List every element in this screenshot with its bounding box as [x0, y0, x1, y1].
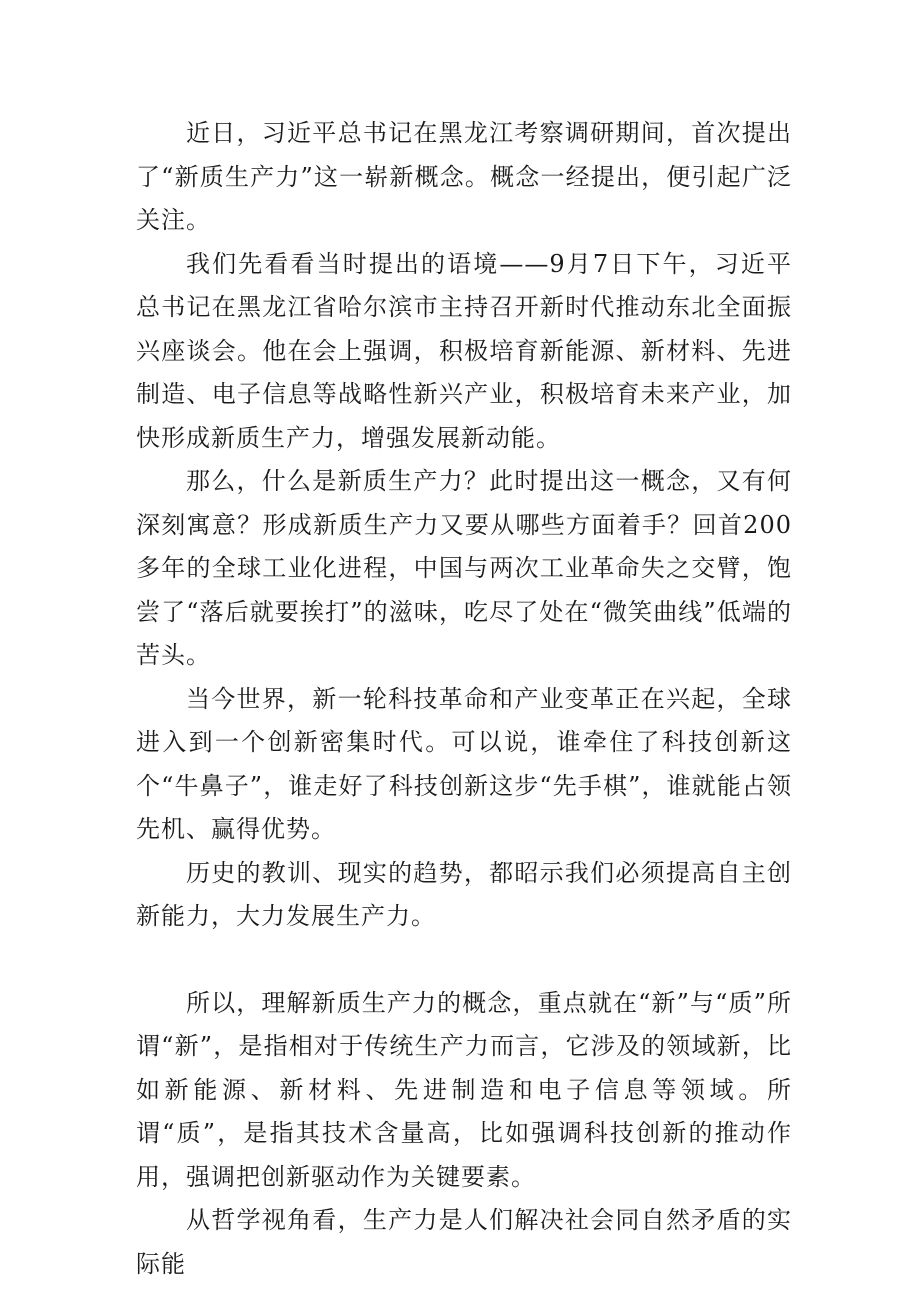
paragraph-7: 从哲学视角看，生产力是人们解决社会同自然矛盾的实际能 [136, 1206, 792, 1278]
document-body [136, 112, 792, 1286]
paragraph-3: 那么，什么是新质生产力？此时提出这一概念，又有何深刻寓意？形成新质生产力又要从哪些方面着手？回首200多年的全球工业化进程，中国与两次工业革命失之交臂，饱尝了“落后就要挨打”的滋味，吃尽了处在“微笑曲线”低端的苦头。 [136, 467, 792, 669]
paragraph-6: 所以，理解新质生产力的概念，重点就在“新”与“质”所谓“新”，是指相对于传统生产力而言，它涉及的领域新，比如新能源、新材料、先进制造和电子信息等领域。所谓“质”，是指其技术含量高，比如强调科技创新的推动作用，强调把创新驱动作为关键要素。 [136, 988, 792, 1191]
paragraph-2: 我们先看看当时提出的语境——9月7日下午，习近平总书记在黑龙江省哈尔滨市主持召开新时代推动东北全面振兴座谈会。他在会上强调，积极培育新能源、新材料、先进制造、电子信息等战略性新兴产业，积极培育未来产业，加快形成新质生产力，增强发展新动能。 [136, 249, 792, 452]
paragraph-1: 近日，习近平总书记在黑龙江考察调研期间，首次提出了“新质生产力”这一崭新概念。概念一经提出，便引起广泛关注。 [136, 119, 792, 234]
paragraph-5: 历史的教训、现实的趋势，都昭示我们必须提高自主创新能力，大力发展生产力。 [136, 858, 792, 930]
paragraph-spacer [136, 939, 792, 982]
paragraph-4: 当今世界，新一轮科技革命和产业变革正在兴起，全球进入到一个创新密集时代。可以说，谁牵住了科技创新这个“牛鼻子”，谁走好了科技创新这步“先手棋”，谁就能占领先机、赢得优势。 [136, 684, 792, 843]
